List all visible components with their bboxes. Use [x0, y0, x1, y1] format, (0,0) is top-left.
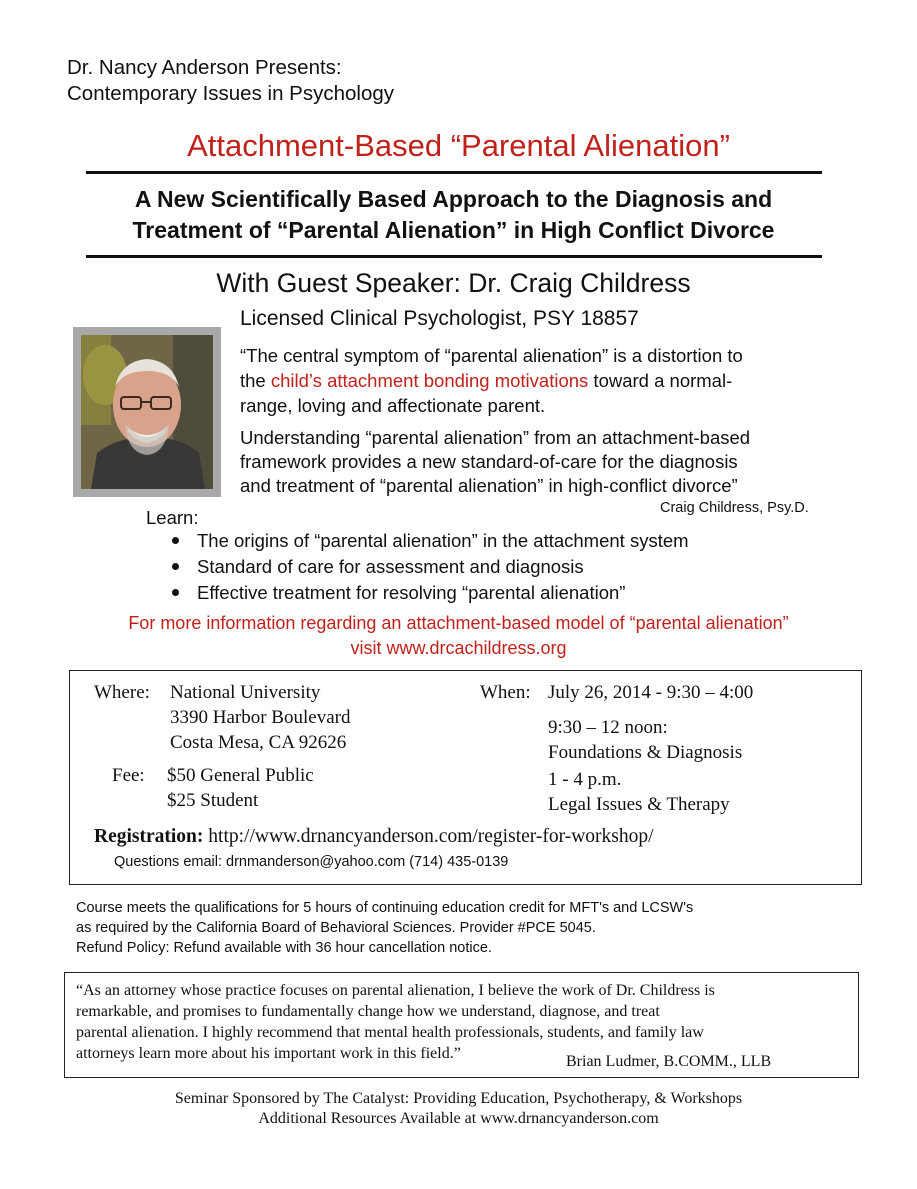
- schedule-morning-topic: Foundations & Diagnosis: [548, 742, 743, 763]
- quote-attribution: Craig Childress, Psy.D.: [660, 500, 809, 516]
- more-info-line1: For more information regarding an attachment-based model of “parental alienation”: [128, 613, 789, 633]
- page-title: Attachment-Based “Parental Alienation”: [187, 128, 730, 163]
- bullet-icon: [172, 537, 179, 544]
- subtitle-line-2: Treatment of “Parental Alienation” in High Conflict Divorce: [132, 217, 775, 243]
- quote-p1-line2: [240, 370, 732, 392]
- learn-item-text: The origins of “parental alienation” in the attachment system: [197, 530, 689, 551]
- fee-general: $50 General Public: [167, 765, 314, 786]
- testimonial-line3: parental alienation. I highly recommend that mental health professionals, students, and family law: [76, 1024, 704, 1041]
- title-divider-top: [86, 171, 822, 174]
- when-value: July 26, 2014 - 9:30 – 4:00: [548, 682, 754, 703]
- speaker-photo-frame: [73, 327, 221, 497]
- bullet-icon: [172, 563, 179, 570]
- quote-p2-line3: and treatment of “parental alienation” in high-conflict divorce”: [240, 475, 738, 496]
- subtitle-line-1: A New Scientifically Based Approach to the Diagnosis and: [134, 186, 773, 212]
- testimonial-line1: “As an attorney whose practice focuses on parental alienation, I believe the work of Dr. Childress is: [76, 982, 715, 999]
- schedule-afternoon-topic: Legal Issues & Therapy: [548, 794, 730, 815]
- quote-highlight: child’s attachment bonding motivations: [270, 370, 589, 391]
- registration-line: [94, 826, 654, 848]
- learn-item-text: Standard of care for assessment and diagnosis: [197, 556, 584, 577]
- fee-label: Fee:: [112, 765, 145, 786]
- quote-p1-line3: range, loving and affectionate parent.: [240, 395, 546, 416]
- fee-student: $25 Student: [167, 790, 259, 811]
- learn-label: Learn:: [146, 507, 199, 528]
- quote-p2-line2: framework provides a new standard-of-care for the diagnosis: [240, 451, 738, 472]
- bullet-icon: [172, 589, 179, 596]
- speaker-heading: With Guest Speaker: Dr. Craig Childress: [216, 268, 691, 298]
- where-street: 3390 Harbor Boulevard: [170, 707, 351, 728]
- ce-info-line2: as required by the California Board of Behavioral Sciences. Provider #PCE 5045.: [76, 920, 596, 936]
- schedule-morning-time: 9:30 – 12 noon:: [548, 717, 668, 738]
- testimonial-attribution: Brian Ludmer, B.COMM., LLB: [566, 1053, 772, 1070]
- testimonial-line2: remarkable, and promises to fundamentally change how we understand, diagnose, and treat: [76, 1003, 660, 1020]
- resources-line: Additional Resources Available at www.drnancyanderson.com: [258, 1110, 659, 1127]
- speaker-credentials: Licensed Clinical Psychologist, PSY 18857: [240, 307, 639, 330]
- learn-item: [172, 582, 625, 604]
- sponsor-line: Seminar Sponsored by The Catalyst: Providing Education, Psychotherapy, & Workshops: [174, 1090, 743, 1107]
- questions-contact: Questions email: drnmanderson@yahoo.com (714) 435-0139: [114, 854, 509, 870]
- learn-item: [172, 556, 584, 578]
- learn-item-text: Effective treatment for resolving “parental alienation”: [197, 582, 626, 603]
- more-info-link[interactable]: visit www.drcachildress.org: [350, 638, 567, 658]
- where-venue: National University: [170, 682, 321, 703]
- where-label: Where:: [94, 682, 150, 703]
- quote-p2-line1: Understanding “parental alienation” from an attachment-based: [240, 427, 751, 448]
- refund-policy: Refund Policy: Refund available with 36 hour cancellation notice.: [76, 940, 492, 956]
- registration-link[interactable]: http://www.drnancyanderson.com/register-for-workshop/: [208, 826, 654, 847]
- when-label: When:: [480, 682, 531, 703]
- presenter-line: Dr. Nancy Anderson Presents:: [67, 56, 342, 79]
- quote-p1-line2-end: toward a normal-: [588, 370, 733, 391]
- ce-info-line1: Course meets the qualifications for 5 hours of continuing education credit for MFT's and LCSW's: [76, 900, 694, 916]
- where-city: Costa Mesa, CA 92626: [170, 732, 347, 753]
- speaker-photo: [81, 335, 213, 489]
- quote-p1-line2-start: the: [240, 370, 271, 391]
- quote-p1-line1: “The central symptom of “parental alienation” is a distortion to: [240, 345, 743, 366]
- registration-label: Registration:: [94, 826, 204, 847]
- series-line: Contemporary Issues in Psychology: [67, 82, 395, 105]
- title-divider-bottom: [86, 255, 822, 258]
- testimonial-line4: attorneys learn more about his important work in this field.”: [76, 1045, 461, 1062]
- learn-item: [172, 530, 689, 552]
- schedule-afternoon-time: 1 - 4 p.m.: [548, 769, 622, 790]
